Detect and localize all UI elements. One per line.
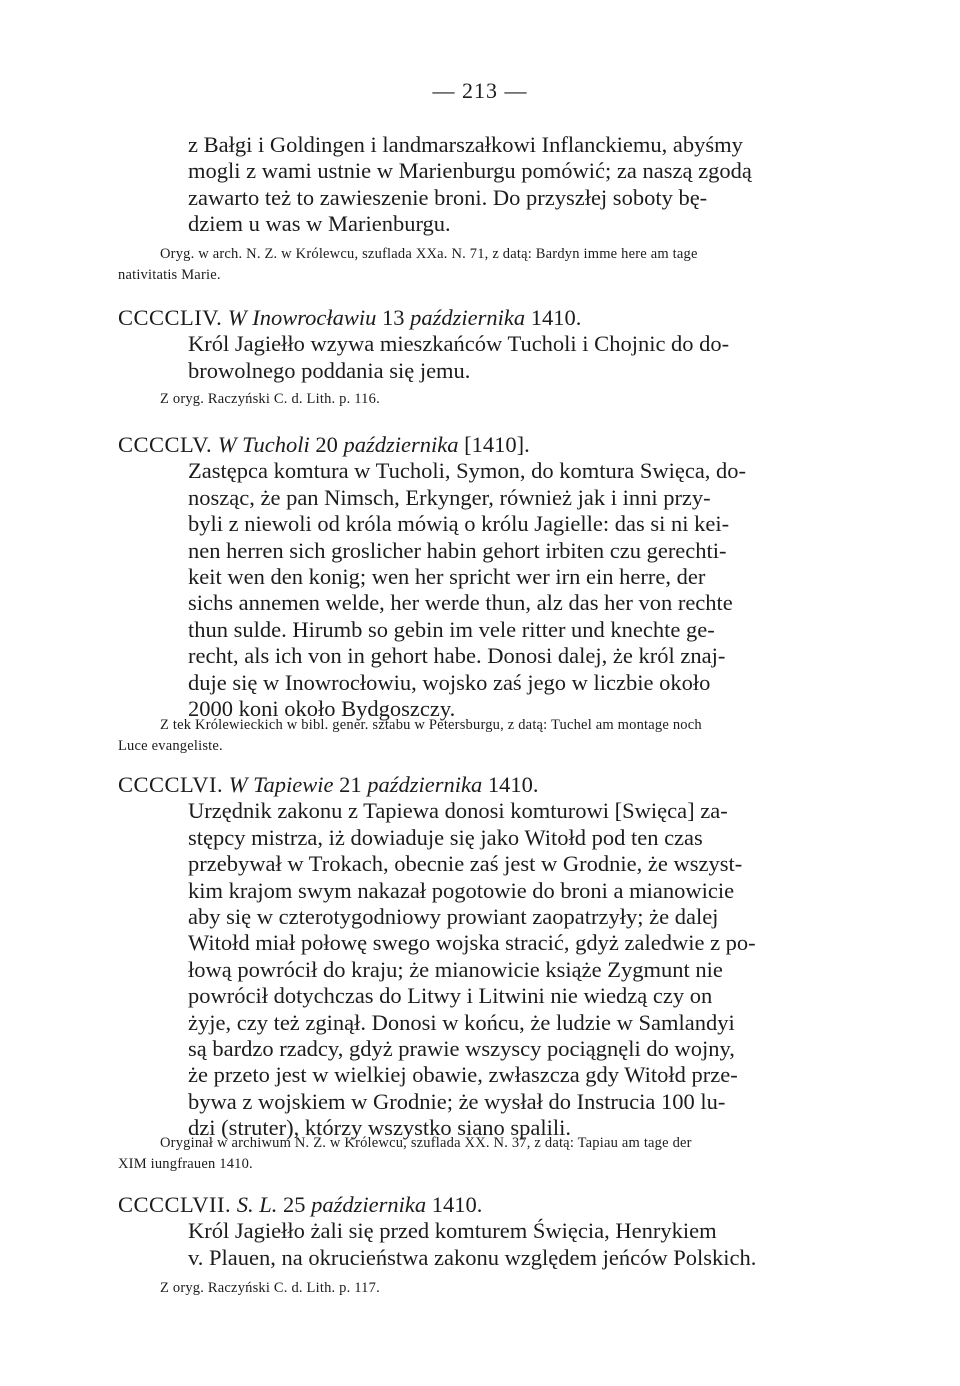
summary-line: Urzędnik zakonu z Tapiewa donosi komturowi [Swięca] za- (188, 798, 728, 824)
entry-ccccliv-note (118, 389, 854, 410)
entry-summary (118, 331, 854, 384)
entry-place: W Tapiewie (228, 772, 334, 797)
summary-line: kim krajom swym nakazał pogotowie do broni a mianowicie (188, 877, 735, 903)
summary-line: nen herren sich groslicher habin gehort irbiten czu gerechti- (188, 537, 727, 563)
entry-day: 25 (282, 1192, 306, 1217)
entry-day: 20 (315, 432, 338, 457)
entry-summary (118, 798, 854, 1141)
entry-number: CCCCLV. (118, 432, 213, 457)
intro-section (118, 132, 854, 238)
summary-line: że przeto jest w wielkiej obawie, zwłaszcza gdy Witołd prze- (188, 1062, 738, 1088)
intro-source-note (118, 244, 854, 286)
entry-note-line: Z oryg. Raczyński C. d. Lith. p. 116. (160, 391, 380, 407)
entry-cccclvii (118, 1192, 854, 1271)
summary-line: powrócił dotychczas do Litwy i Litwini nie wiedzą czy on (188, 983, 713, 1009)
entry-note-line: Z tek Królewieckich w bibl. gener. sztabu w Petersburgu, z datą: Tuchel am montage noch (160, 717, 702, 733)
entry-month: października (343, 432, 459, 457)
intro-note-line: Oryg. w arch. N. Z. w Królewcu, szuflada XXa. N. 71, z datą: Bardyn imme here am tage (160, 246, 698, 262)
summary-line: recht, als ich von in gehort habe. Donosi dalej, że król znaj- (188, 643, 726, 669)
page-number: — 213 — (432, 78, 528, 103)
summary-line: byli z niewoli od króla mówią o królu Jagielle: das si ni kei- (188, 511, 730, 537)
summary-line: aby się w czterotygodniowy prowiant zaopatrzyły; że dalej (188, 904, 719, 930)
summary-line: są bardzo rzadcy, gdyż prawie wszyscy pociągnęli do wojny, (188, 1036, 735, 1062)
intro-line: zawarto też to zawieszenie broni. Do przyszłej soboty bę- (188, 184, 708, 210)
entry-year: 1410. (487, 772, 539, 797)
summary-line: Król Jagiełło wzywa mieszkańców Tucholi i Chojnic do do- (188, 331, 730, 357)
summary-line: żyje, czy też zginął. Donosi w końcu, że ludzie w Samlandyi (188, 1009, 735, 1035)
intro-note-line: nativitatis Marie. (118, 267, 221, 283)
entry-year: [1410]. (464, 432, 530, 457)
entry-heading (118, 432, 854, 458)
intro-line: dziem u was w Marienburgu. (188, 211, 451, 237)
summary-line: keit wen den konig; wen her spricht wer irn ein herre, der (188, 564, 706, 590)
entry-day: 13 (382, 305, 405, 330)
summary-line: stępcy mistrza, iż dowiaduje się jako Witołd pod ten czas (188, 824, 703, 850)
entry-note-line: Oryginał w archiwum N. Z. w Królewcu, szuflada XX. N. 37, z datą: Tapiau am tage der (160, 1135, 692, 1151)
entry-summary (118, 458, 854, 722)
summary-line: nosząc, że pan Nimsch, Erkynger, również jak i inni przy- (188, 484, 711, 510)
entry-month: października (367, 772, 483, 797)
summary-line: duje się w Inowrocłowiu, wojsko zaś jego w liczbie około (188, 669, 711, 695)
summary-line: Witołd miał połowę swego wojska stracić, gdyż zaledwie z po- (188, 930, 756, 956)
intro-line: mogli z wami ustnie w Marienburgu pomówić; za naszą zgodą (188, 158, 752, 184)
entry-day: 21 (339, 772, 362, 797)
summary-line: bywa z wojskiem w Grodnie; że wysłał do Instrucia 100 lu- (188, 1088, 726, 1114)
entry-note-line: Luce evangeliste. (118, 738, 223, 754)
entry-number: CCCCLVI. (118, 772, 224, 797)
summary-line: sichs annemen welde, her werde thun, alz das her von rechte (188, 590, 733, 616)
entry-year: 1410. (431, 1192, 483, 1217)
entry-heading (118, 305, 854, 331)
intro-line: z Bałgi i Goldingen i landmarszałkowi Inflanckiemu, abyśmy (188, 132, 743, 157)
entry-heading (118, 772, 854, 798)
entry-heading (118, 1192, 854, 1218)
entry-cccclvi-note (118, 1133, 854, 1175)
entry-place: W Inowrocławiu (227, 305, 377, 330)
summary-line: łową powrócił do kraju; że mianowicie książe Zygmunt nie (188, 956, 723, 982)
entry-cccclv (118, 432, 854, 722)
summary-line: 2000 koni około Bydgoszczy. (188, 696, 456, 722)
entry-cccclvi (118, 772, 854, 1142)
summary-line: browolnego poddania się jemu. (188, 357, 471, 383)
summary-line: Król Jagiełło żali się przed komturem Święcia, Henrykiem (188, 1218, 717, 1244)
entry-note-line: Z oryg. Raczyński C. d. Lith. p. 117. (160, 1280, 380, 1296)
entry-number: CCCCLIV. (118, 305, 223, 330)
entry-month: października (311, 1192, 427, 1217)
summary-line: v. Plauen, na okrucieństwa zakonu względem jeńców Polskich. (188, 1244, 757, 1270)
summary-line: przebywał w Trokach, obecnie zaś jest w Grodnie, że wszyst- (188, 851, 743, 877)
entry-note-line: XIM iungfrauen 1410. (118, 1156, 253, 1172)
entry-number: CCCCLVII. (118, 1192, 232, 1217)
summary-line: Zastępca komtura w Tucholi, Symon, do komtura Swięca, do- (188, 458, 747, 484)
entry-year: 1410. (530, 305, 582, 330)
entry-place: S. L. (236, 1192, 278, 1217)
summary-line: dzi (struter), którzy wszystko siano spalili. (188, 1115, 572, 1141)
summary-line: thun sulde. Hirumb so gebin im vele ritter und knechte ge- (188, 616, 715, 642)
entry-cccclvii-note (118, 1278, 854, 1299)
entry-summary (118, 1218, 854, 1271)
intro-text (118, 132, 854, 238)
entry-month: października (410, 305, 526, 330)
entry-cccclv-note (118, 715, 854, 757)
entry-place: W Tucholi (217, 432, 310, 457)
entry-ccccliv (118, 305, 854, 384)
